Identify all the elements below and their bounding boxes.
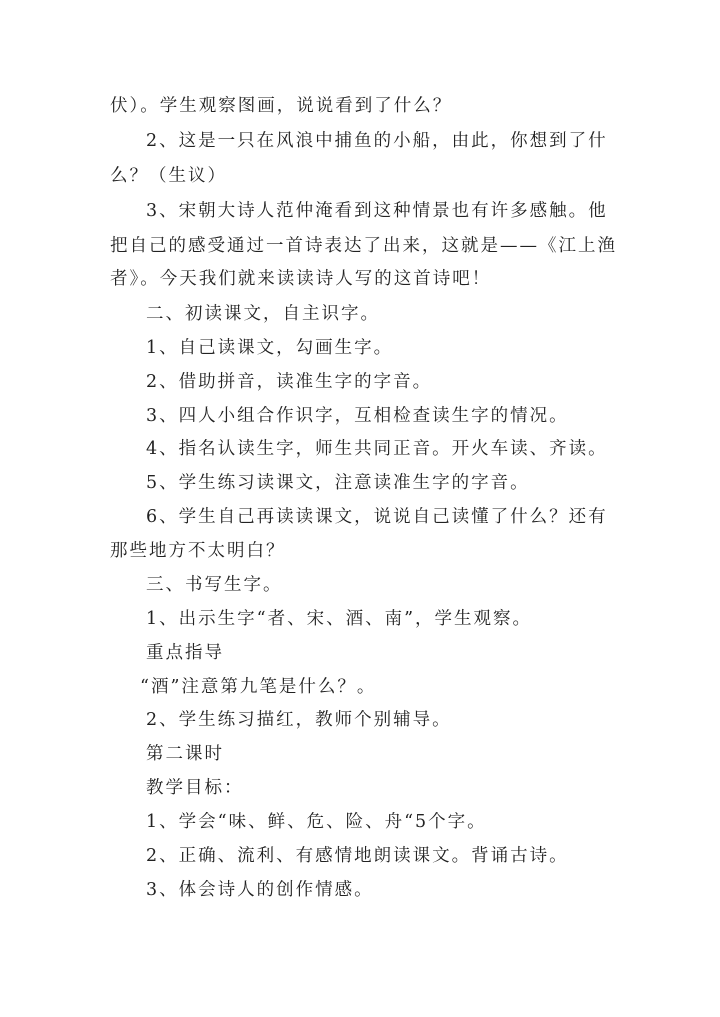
- text-line: 2、学生练习描红，教师个别辅导。: [146, 710, 452, 730]
- text-line: 把自己的感受通过一首诗表达了出来，这就是——《江上渔: [110, 236, 617, 256]
- section-heading: 二、初读课文，自主识字。: [146, 304, 380, 324]
- text-line: 3、四人小组合作识字，互相检查读生字的情况。: [146, 406, 569, 426]
- text-line: 4、指名认读生字，师生共同正音。开火车读、齐读。: [146, 439, 608, 459]
- text-line: 么？（生议）: [110, 166, 227, 186]
- text-line: 者》。今天我们就来读读诗人写的这首诗吧！: [110, 269, 492, 289]
- text-line: 3、宋朝大诗人范仲淹看到这种情景也有许多感触。他: [146, 201, 608, 221]
- text-line: 教学目标：: [146, 778, 244, 798]
- text-line: 1、自己读课文，勾画生字。: [146, 338, 394, 358]
- text-line: “酒”注意第九笔是什么？。: [140, 677, 377, 697]
- section-heading: 三、书写生字。: [146, 575, 283, 595]
- text-line: 那些地方不太明白？: [110, 541, 286, 561]
- text-line: 2、这是一只在风浪中捕鱼的小船，由此，你想到了什: [146, 131, 608, 151]
- section-heading: 第二课时: [146, 744, 224, 764]
- text-line: 2、借助拼音，读准生字的字音。: [146, 372, 433, 392]
- text-line: 1、学会“味、鲜、危、险、舟“5个字。: [146, 812, 487, 832]
- text-line: 3、体会诗人的创作情感。: [146, 880, 374, 900]
- text-line: 2、正确、流利、有感情地朗读课文。背诵古诗。: [146, 846, 569, 866]
- text-line: 6、学生自己再读读课文，说说自己读懂了什么？还有: [146, 507, 608, 527]
- text-line: 伏）。学生观察图画，说说看到了什么？: [110, 96, 453, 116]
- text-line: 1、出示生字“者、宋、酒、南”，学生观察。: [146, 609, 533, 629]
- text-line: 5、学生练习读课文，注意读准生字的字音。: [146, 473, 530, 493]
- text-line: 重点指导: [146, 643, 224, 663]
